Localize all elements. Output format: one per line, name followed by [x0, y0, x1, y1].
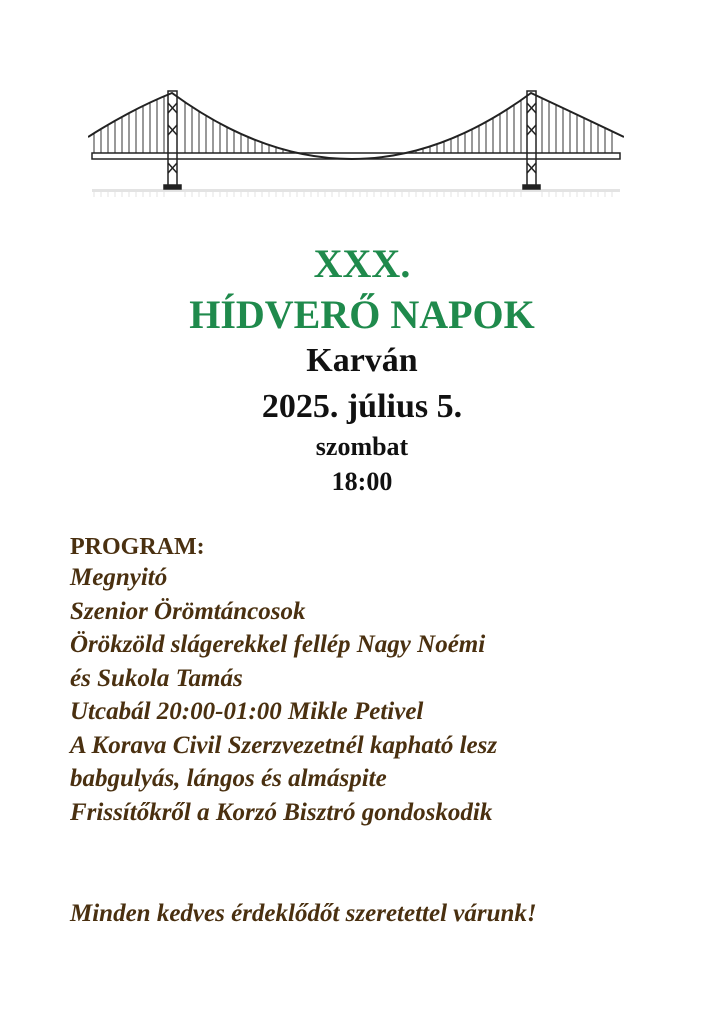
- edition-number: XXX.: [313, 241, 411, 286]
- program-item: Örökzöld slágerekkel fellép Nagy Noémi: [70, 631, 486, 658]
- left-tower: [164, 91, 181, 189]
- program-item: és Sukola Tamás: [70, 664, 243, 692]
- program-item: babgulyás, lángos és almáspite: [70, 765, 387, 792]
- right-tower: [523, 91, 540, 189]
- closing-invitation: Minden kedves érdeklődőt szeretettel várunk!: [70, 900, 537, 927]
- program-list: [70, 561, 497, 829]
- event-time: 18:00: [331, 467, 393, 496]
- program-item: Frissítőkről a Korzó Bisztró gondoskodik: [70, 798, 493, 826]
- event-weekday: szombat: [315, 432, 409, 461]
- event-date: 2025. július 5.: [261, 388, 463, 425]
- bridge-illustration: [88, 85, 624, 215]
- bridge-reflection: [92, 189, 620, 197]
- program-item: Utcabál 20:00-01:00 Mikle Petivel: [70, 698, 424, 725]
- program-item: A Korava Civil Szerzvezetnél kapható lesz: [70, 731, 498, 759]
- program-item: Szenior Örömtáncosok: [70, 597, 306, 625]
- program-item: Megnyitó: [70, 564, 168, 591]
- program-heading: PROGRAM:: [70, 534, 205, 560]
- event-location: Karván: [306, 342, 418, 379]
- event-title: HÍDVERŐ NAPOK: [189, 292, 535, 337]
